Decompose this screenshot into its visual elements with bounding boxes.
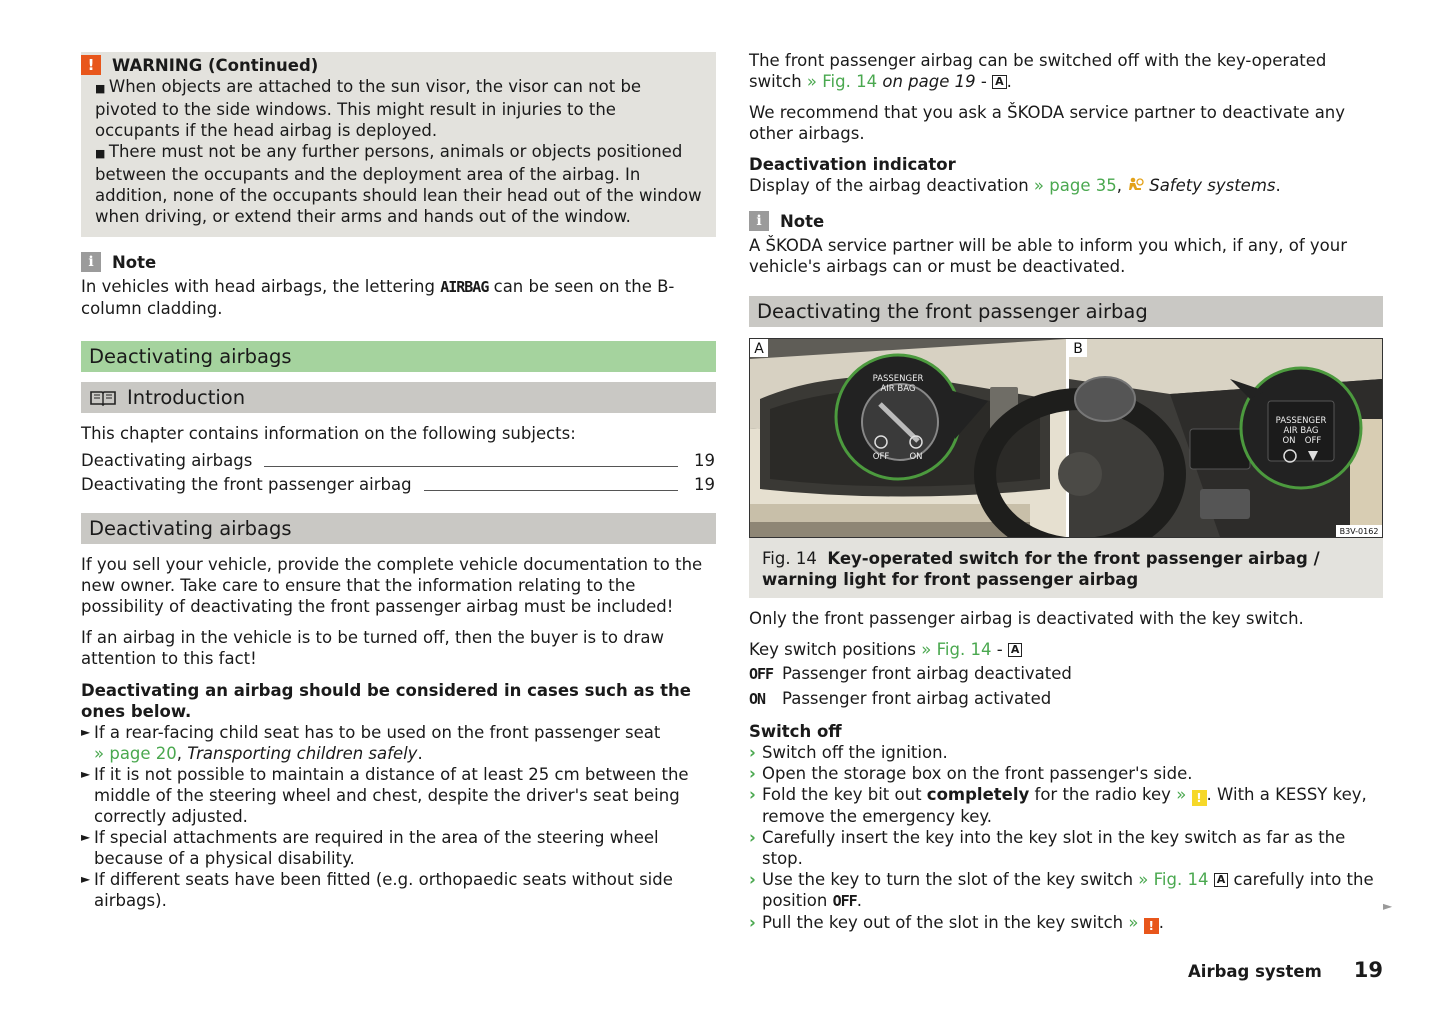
- figure-label-box: A: [1214, 873, 1229, 887]
- section-heading: Deactivating airbags: [81, 341, 716, 372]
- sub-heading: Deactivating airbags: [81, 513, 716, 544]
- step-item: › Switch off the ignition.: [749, 743, 948, 762]
- position-on: ON Passenger front airbag activated: [749, 689, 1052, 708]
- note-title: Note: [780, 211, 825, 231]
- left-column: [81, 50, 716, 911]
- note-block: [749, 210, 1383, 277]
- warning-bullet: ■ When objects are attached to the sun visor, the visor can not be pivoted to the side windows. This might result in injuries to the occupants if the head airbag is deployed.: [95, 77, 642, 140]
- switch-on-label: ON: [909, 452, 923, 462]
- case-item: ► If different seats have been fitted (e.g. orthopaedic seats without side airbags).: [81, 870, 673, 910]
- note-link[interactable]: »: [1176, 785, 1187, 804]
- warning-ref-icon: !: [1144, 918, 1159, 934]
- figure-code: B3V-0162: [1339, 527, 1379, 536]
- step-item: › Use the key to turn the slot of the key switch » Fig. 14 A carefully into the position OFF.: [749, 870, 1374, 910]
- page-number: 19: [1353, 958, 1383, 982]
- section-heading: Deactivating the front passenger airbag: [749, 296, 1383, 327]
- switch-label-line1: PASSENGER: [872, 374, 924, 384]
- warning-box: [81, 52, 716, 237]
- warning-bullet: ■ There must not be any further persons, animals or objects positioned between the occupants and the deployment area of the airbag. In addition, none of the occupants should lean their head out of the window when driving, or extend their arms and hands out of the window.: [95, 142, 702, 226]
- note-header: [81, 251, 716, 273]
- lamp-off-label: OFF: [1304, 436, 1322, 446]
- warning-link[interactable]: »: [1128, 913, 1139, 932]
- figure-label-box: A: [992, 75, 1007, 89]
- warning-title: WARNING (Continued): [112, 55, 319, 75]
- positions-line: Key switch positions » Fig. 14 - A: [749, 639, 1383, 660]
- deactivation-text: Display of the airbag deactivation » page 35, Safety systems.: [749, 176, 1281, 195]
- book-icon: [89, 389, 117, 407]
- lamp-on-label: ON: [1282, 436, 1296, 446]
- continue-arrow-icon: ►: [1383, 899, 1393, 913]
- note-ref-icon: !: [1192, 790, 1207, 806]
- switch-label-line2: AIR BAG: [880, 384, 916, 394]
- warning-header: [81, 54, 704, 76]
- case-item: ► If a rear-facing child seat has to be used on the front passenger seat » page 20, Transporting children safely.: [81, 723, 661, 763]
- paragraph: The front passenger airbag can be switched off with the key-operated switch » Fig. 14 on page 19 - A .: [749, 51, 1327, 91]
- note-text: A ŠKODA service partner will be able to inform you which, if any, of your vehicle's airbags can or must be deactivated.: [749, 236, 1348, 276]
- paragraph: Only the front passenger airbag is deactivated with the key switch.: [749, 609, 1304, 628]
- figure-14: [749, 338, 1383, 538]
- airbag-lettering: AIRBAG: [440, 278, 489, 296]
- lamp-label-line1: PASSENGER: [1275, 416, 1327, 426]
- deactivation-title: Deactivation indicator: [749, 155, 956, 174]
- caption-text: Key-operated switch for the front passenger airbag / warning light for front passenger airbag: [762, 549, 1320, 589]
- note-title: Note: [112, 252, 157, 272]
- switch-off-title: Switch off: [749, 722, 842, 741]
- footer-section: Airbag system: [1188, 962, 1322, 981]
- step-item: › Carefully insert the key into the key slot in the key switch as far as the stop.: [749, 828, 1346, 868]
- step-item: › Pull the key out of the slot in the key switch » ! .: [749, 913, 1164, 933]
- figure-illustration: [750, 339, 1382, 537]
- intro-heading: Introduction: [81, 382, 716, 413]
- toc-list: [81, 450, 716, 495]
- airbag-warning-icon: [1127, 177, 1145, 193]
- position-off: OFF Passenger front airbag deactivated: [749, 664, 1072, 683]
- paragraph: If an airbag in the vehicle is to be turned off, then the buyer is to draw attention to this fact!: [81, 628, 665, 668]
- note-header: [749, 210, 1383, 232]
- case-item: ► If special attachments are required in the area of the steering wheel because of a physical disability.: [81, 828, 659, 868]
- warning-icon: !: [81, 55, 101, 75]
- step-item: › Open the storage box on the front passenger's side.: [749, 764, 1193, 783]
- fig-link[interactable]: » Fig. 14: [921, 640, 992, 659]
- intro-text: This chapter contains information on the following subjects:: [81, 424, 576, 443]
- toc-item[interactable]: Deactivating the front passenger airbag 19: [81, 475, 715, 494]
- page-link[interactable]: » page 20: [94, 744, 177, 763]
- panel-b-label: B: [1073, 341, 1083, 357]
- right-column: [749, 50, 1383, 934]
- note-text: In vehicles with head airbags, the lettering AIRBAG can be seen on the B-column cladding.: [81, 277, 675, 318]
- caption-number: Fig. 14: [762, 549, 817, 568]
- note-block: [81, 251, 716, 319]
- info-icon: i: [81, 252, 101, 272]
- panel-a-label: A: [754, 341, 764, 357]
- lamp-label-line2: AIR BAG: [1283, 426, 1319, 436]
- step-item: › Fold the key bit out completely for the radio key » ! . With a KESSY key, remove the emergency key.: [749, 785, 1367, 826]
- cases-title: Deactivating an airbag should be considered in cases such as the ones below.: [81, 681, 691, 721]
- figure-caption: [749, 538, 1383, 598]
- case-item: ► If it is not possible to maintain a distance of at least 25 cm between the middle of the steering wheel and chest, despite the driver's seat being correctly adjusted.: [81, 765, 689, 826]
- page-footer: [1188, 958, 1383, 982]
- switch-off-label: OFF: [872, 452, 890, 462]
- info-icon: i: [749, 211, 769, 231]
- figure-label-box: A: [1008, 643, 1023, 657]
- fig-link[interactable]: » Fig. 14: [806, 72, 878, 91]
- paragraph: We recommend that you ask a ŠKODA service partner to deactivate any other airbags.: [749, 103, 1346, 143]
- page-link[interactable]: » page 35: [1033, 176, 1117, 195]
- toc-item[interactable]: Deactivating airbags 19: [81, 451, 715, 470]
- fig-link[interactable]: » Fig. 14: [1138, 870, 1209, 889]
- paragraph: If you sell your vehicle, provide the complete vehicle documentation to the new owner. Take care to ensure that the information relating to the possibility of deactivating the front passenger airbag must be included!: [81, 555, 703, 616]
